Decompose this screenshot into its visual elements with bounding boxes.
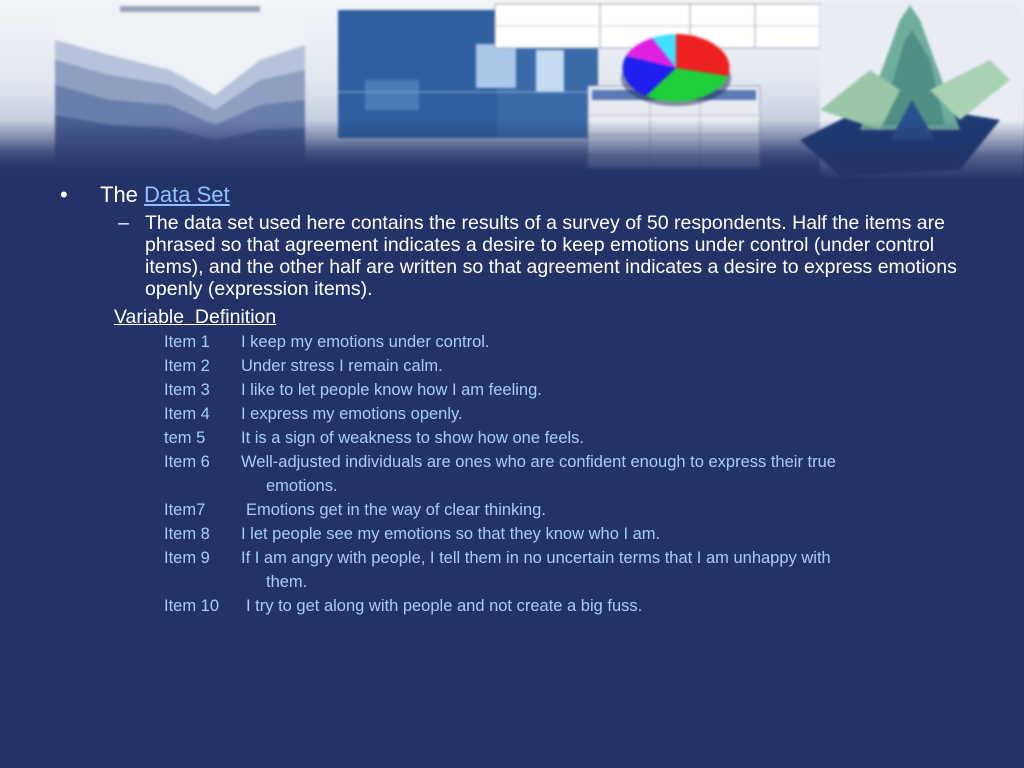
list-item: [164, 546, 984, 594]
item-definition-continuation: them.: [266, 573, 308, 591]
list-item: [164, 378, 984, 402]
item-code: tem 5: [164, 429, 206, 447]
bullet-data-set: [60, 181, 230, 209]
bullet-lead-text: The: [100, 182, 138, 207]
variable-definition-header: Variable Definition: [114, 306, 277, 328]
list-item: [164, 330, 984, 354]
item-definition: It is a sign of weakness to show how one feels.: [241, 429, 585, 447]
item-definition: I let people see my emotions so that they know who I am.: [241, 525, 661, 543]
sub-bullet-text: The data set used here contains the results of a survey of 50 respondents. Half the items are phrased so that agreement indicates a desire to keep emotions under control (under control items), and the other half are written so that agreement indicates a desire to express emotions openly (expression items).: [145, 212, 957, 300]
item-code: Item 6: [164, 453, 210, 471]
list-item: [164, 402, 984, 426]
item-definition: Emotions get in the way of clear thinking.: [246, 501, 546, 519]
item-code: Item 3: [164, 381, 210, 399]
item-code: Item 2: [164, 357, 210, 375]
list-item: [164, 426, 984, 450]
item-definition: I keep my emotions under control.: [241, 333, 490, 351]
item-list: [164, 330, 984, 618]
item-definition-line: Well-adjusted individuals are ones who are confident enough to express their true: [241, 453, 836, 471]
list-item: [164, 498, 984, 522]
item-definition: Under stress I remain calm.: [241, 357, 443, 375]
item-definition: I express my emotions openly.: [241, 405, 463, 423]
data-set-link[interactable]: Data Set: [144, 182, 230, 207]
item-code: Item 1: [164, 333, 210, 351]
item-definition-continuation: emotions.: [266, 477, 338, 495]
item-definition: I try to get along with people and not create a big fuss.: [246, 597, 643, 615]
item-definition: I like to let people know how I am feeling.: [241, 381, 542, 399]
item-code: Item 4: [164, 405, 210, 423]
bullet-marker: •: [60, 182, 68, 207]
item-definition: [241, 546, 984, 594]
item-code: Item7: [164, 501, 206, 519]
list-item: [164, 450, 984, 498]
sub-bullet-description: [118, 212, 998, 300]
item-code: Item 10: [164, 597, 220, 615]
item-definition: [241, 450, 984, 498]
item-code: Item 8: [164, 525, 210, 543]
list-item: [164, 354, 984, 378]
item-code: Item 9: [164, 549, 210, 567]
list-item: [164, 594, 984, 618]
sub-bullet-marker: –: [118, 212, 129, 234]
item-definition-line: If I am angry with people, I tell them in no uncertain terms that I am unhappy with: [241, 549, 831, 567]
list-item: [164, 522, 984, 546]
